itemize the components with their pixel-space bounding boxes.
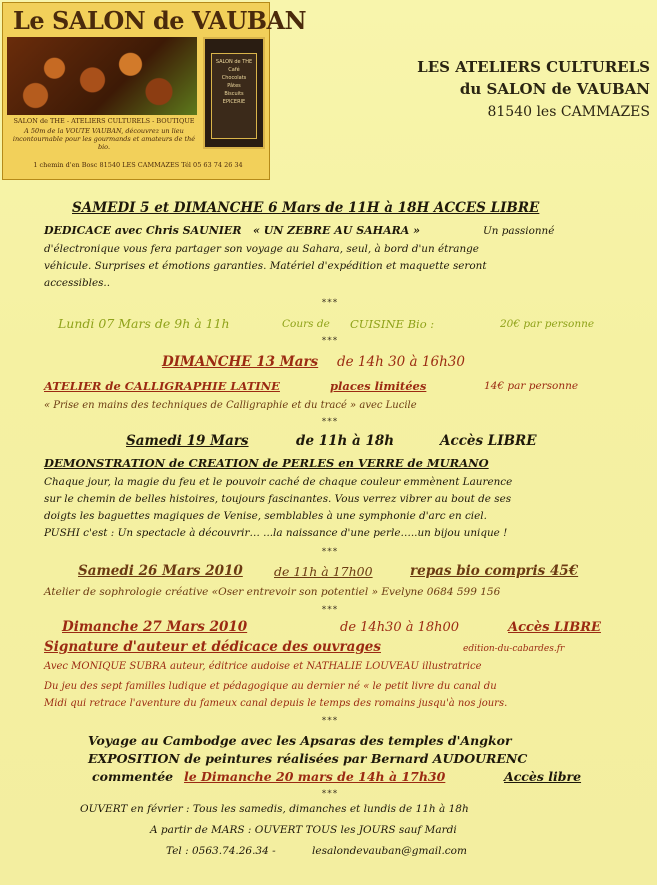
event5-description: Atelier de sophrologie créative «Oser entrevoir son potentiel » Evelyne 0684 599 156 [44, 586, 501, 598]
event3-price: 14€ par personne [484, 380, 579, 392]
event4-body-line2: sur le chemin de belles histoires, toujours fascinantes. Vous verrez vibrer au bout de ses [44, 493, 512, 505]
separator: *** [321, 547, 339, 557]
event1-body-line2: véhicule. Surprises et émotions garanties. Matériel d'expédition et maquette seront [44, 260, 487, 272]
event7-line2: EXPOSITION de peintures réalisées par Bernard AUDOURENC [88, 751, 528, 766]
event3-time: de 14h 30 à 16h30 [337, 354, 465, 370]
event2-date: Lundi 07 Mars de 9h à 11h [58, 316, 230, 331]
event1-dedicace: DEDICACE avec Chris SAUNIER [44, 224, 242, 237]
header-title: LES ATELIERS CULTURELS [417, 58, 650, 76]
separator: *** [321, 417, 339, 427]
event6-website: edition-du-cabardes.fr [463, 644, 565, 654]
event6-date: Dimanche 27 Mars 2010 [62, 619, 248, 635]
event7-date: le Dimanche 20 mars de 14h à 17h30 [184, 769, 446, 784]
event2-course-label: Cours de [282, 318, 330, 330]
header-subtitle: du SALON de VAUBAN [459, 80, 650, 98]
footer-march-hours: A partir de MARS : OUVERT TOUS les JOURS sauf Mardi [150, 824, 457, 836]
separator: *** [321, 336, 339, 346]
event6-subtitle: Signature d'auteur et dédicace des ouvrages [44, 639, 381, 655]
event7-access: Accès libre [504, 769, 582, 784]
separator: *** [321, 298, 339, 308]
footer-email: lesalondevauban@gmail.com [312, 845, 467, 857]
event2-price: 20€ par personne [500, 318, 595, 330]
event4-body-line4: PUSHI c'est : Un spectacle à découvrir… ...la naissance d'une perle…..un bijou unique ! [44, 527, 508, 539]
logo-description: A 50m de la VOUTE VAUBAN, découvrez un lieu incontournable pour les gourmands et amateurs de thé bio. [12, 127, 196, 151]
separator: *** [321, 605, 339, 615]
event1-body-line1: d'électronique vous fera partager son voyage au Sahara, seul, à bord d'un étrange [44, 243, 479, 255]
event1-intro: Un passionné [483, 225, 555, 237]
event4-subtitle: DEMONSTRATION de CREATION de PERLES en VERRE de MURANO [44, 456, 489, 470]
logo-address: 1 chemin d'en Bosc 81540 LES CAMMAZES Tél 05 63 74 26 34 [33, 161, 243, 169]
event3-workshop: ATELIER de CALLIGRAPHIE LATINE [44, 379, 280, 393]
separator: *** [321, 789, 339, 799]
shop-sign: SALON de THE Café Chocolats Pâtes Biscuits EPICERIE [211, 53, 257, 139]
event5-date: Samedi 26 Mars 2010 [78, 563, 243, 579]
event6-authors: Avec MONIQUE SUBRA auteur, éditrice audoise et NATHALIE LOUVEAU illustratrice [44, 661, 482, 672]
salon-logo-card [2, 2, 307, 180]
event1-body-line3: accessibles.. [44, 277, 111, 289]
event3-places: places limitées [330, 379, 427, 393]
footer-february-hours: OUVERT en février : Tous les samedis, dimanches et lundis de 11h à 18h [80, 803, 469, 815]
logo-title: Le SALON de VAUBAN [13, 6, 307, 35]
event7-commented: commentée [92, 769, 174, 784]
event7-line1: Voyage au Cambodge avec les Apsaras des temples d'Angkor [88, 733, 512, 748]
event6-access: Accès LIBRE [508, 620, 601, 635]
event4-access: Accès LIBRE [440, 433, 537, 449]
separator: *** [321, 716, 339, 726]
event6-time: de 14h30 à 18h00 [340, 620, 460, 635]
pastries-photo [7, 37, 197, 115]
event4-body-line3: doigts les baguettes magiques de Venise, semblables à une symphonie d'arc en ciel. [44, 510, 487, 522]
event3-date: DIMANCHE 13 Mars [162, 354, 319, 370]
event5-meal: repas bio compris 45€ [410, 563, 579, 579]
event6-body-line2: Midi qui retrace l'aventure du fameux canal depuis le temps des romains jusqu'à nos jours. [44, 698, 508, 709]
event4-body-line1: Chaque jour, la magie du feu et le pouvoir caché de chaque couleur emmènent Laurence [44, 476, 513, 488]
event2-course-name: CUISINE Bio : [350, 317, 435, 331]
event5-time: de 11h à 17h00 [274, 564, 373, 579]
event4-time: de 11h à 18h [296, 433, 395, 449]
header-location: 81540 les CAMMAZES [487, 104, 650, 120]
event3-description: « Prise en mains des techniques de Calligraphie et du tracé » avec Lucile [44, 400, 417, 411]
shopfront-photo [203, 37, 265, 149]
event1-book-title: « UN ZEBRE AU SAHARA » [253, 224, 420, 237]
footer-phone: Tel : 0563.74.26.34 - [166, 845, 276, 857]
event1-title: SAMEDI 5 et DIMANCHE 6 Mars de 11H à 18H ACCES LIBRE [72, 200, 540, 216]
event6-body-line1: Du jeu des sept familles ludique et pédagogique au dernier né « le petit livre du canal du [44, 681, 497, 692]
logo-tagline: SALON de THE - ATELIERS CULTURELS - BOUTIQUE [13, 117, 195, 125]
event4-date: Samedi 19 Mars [126, 433, 249, 449]
